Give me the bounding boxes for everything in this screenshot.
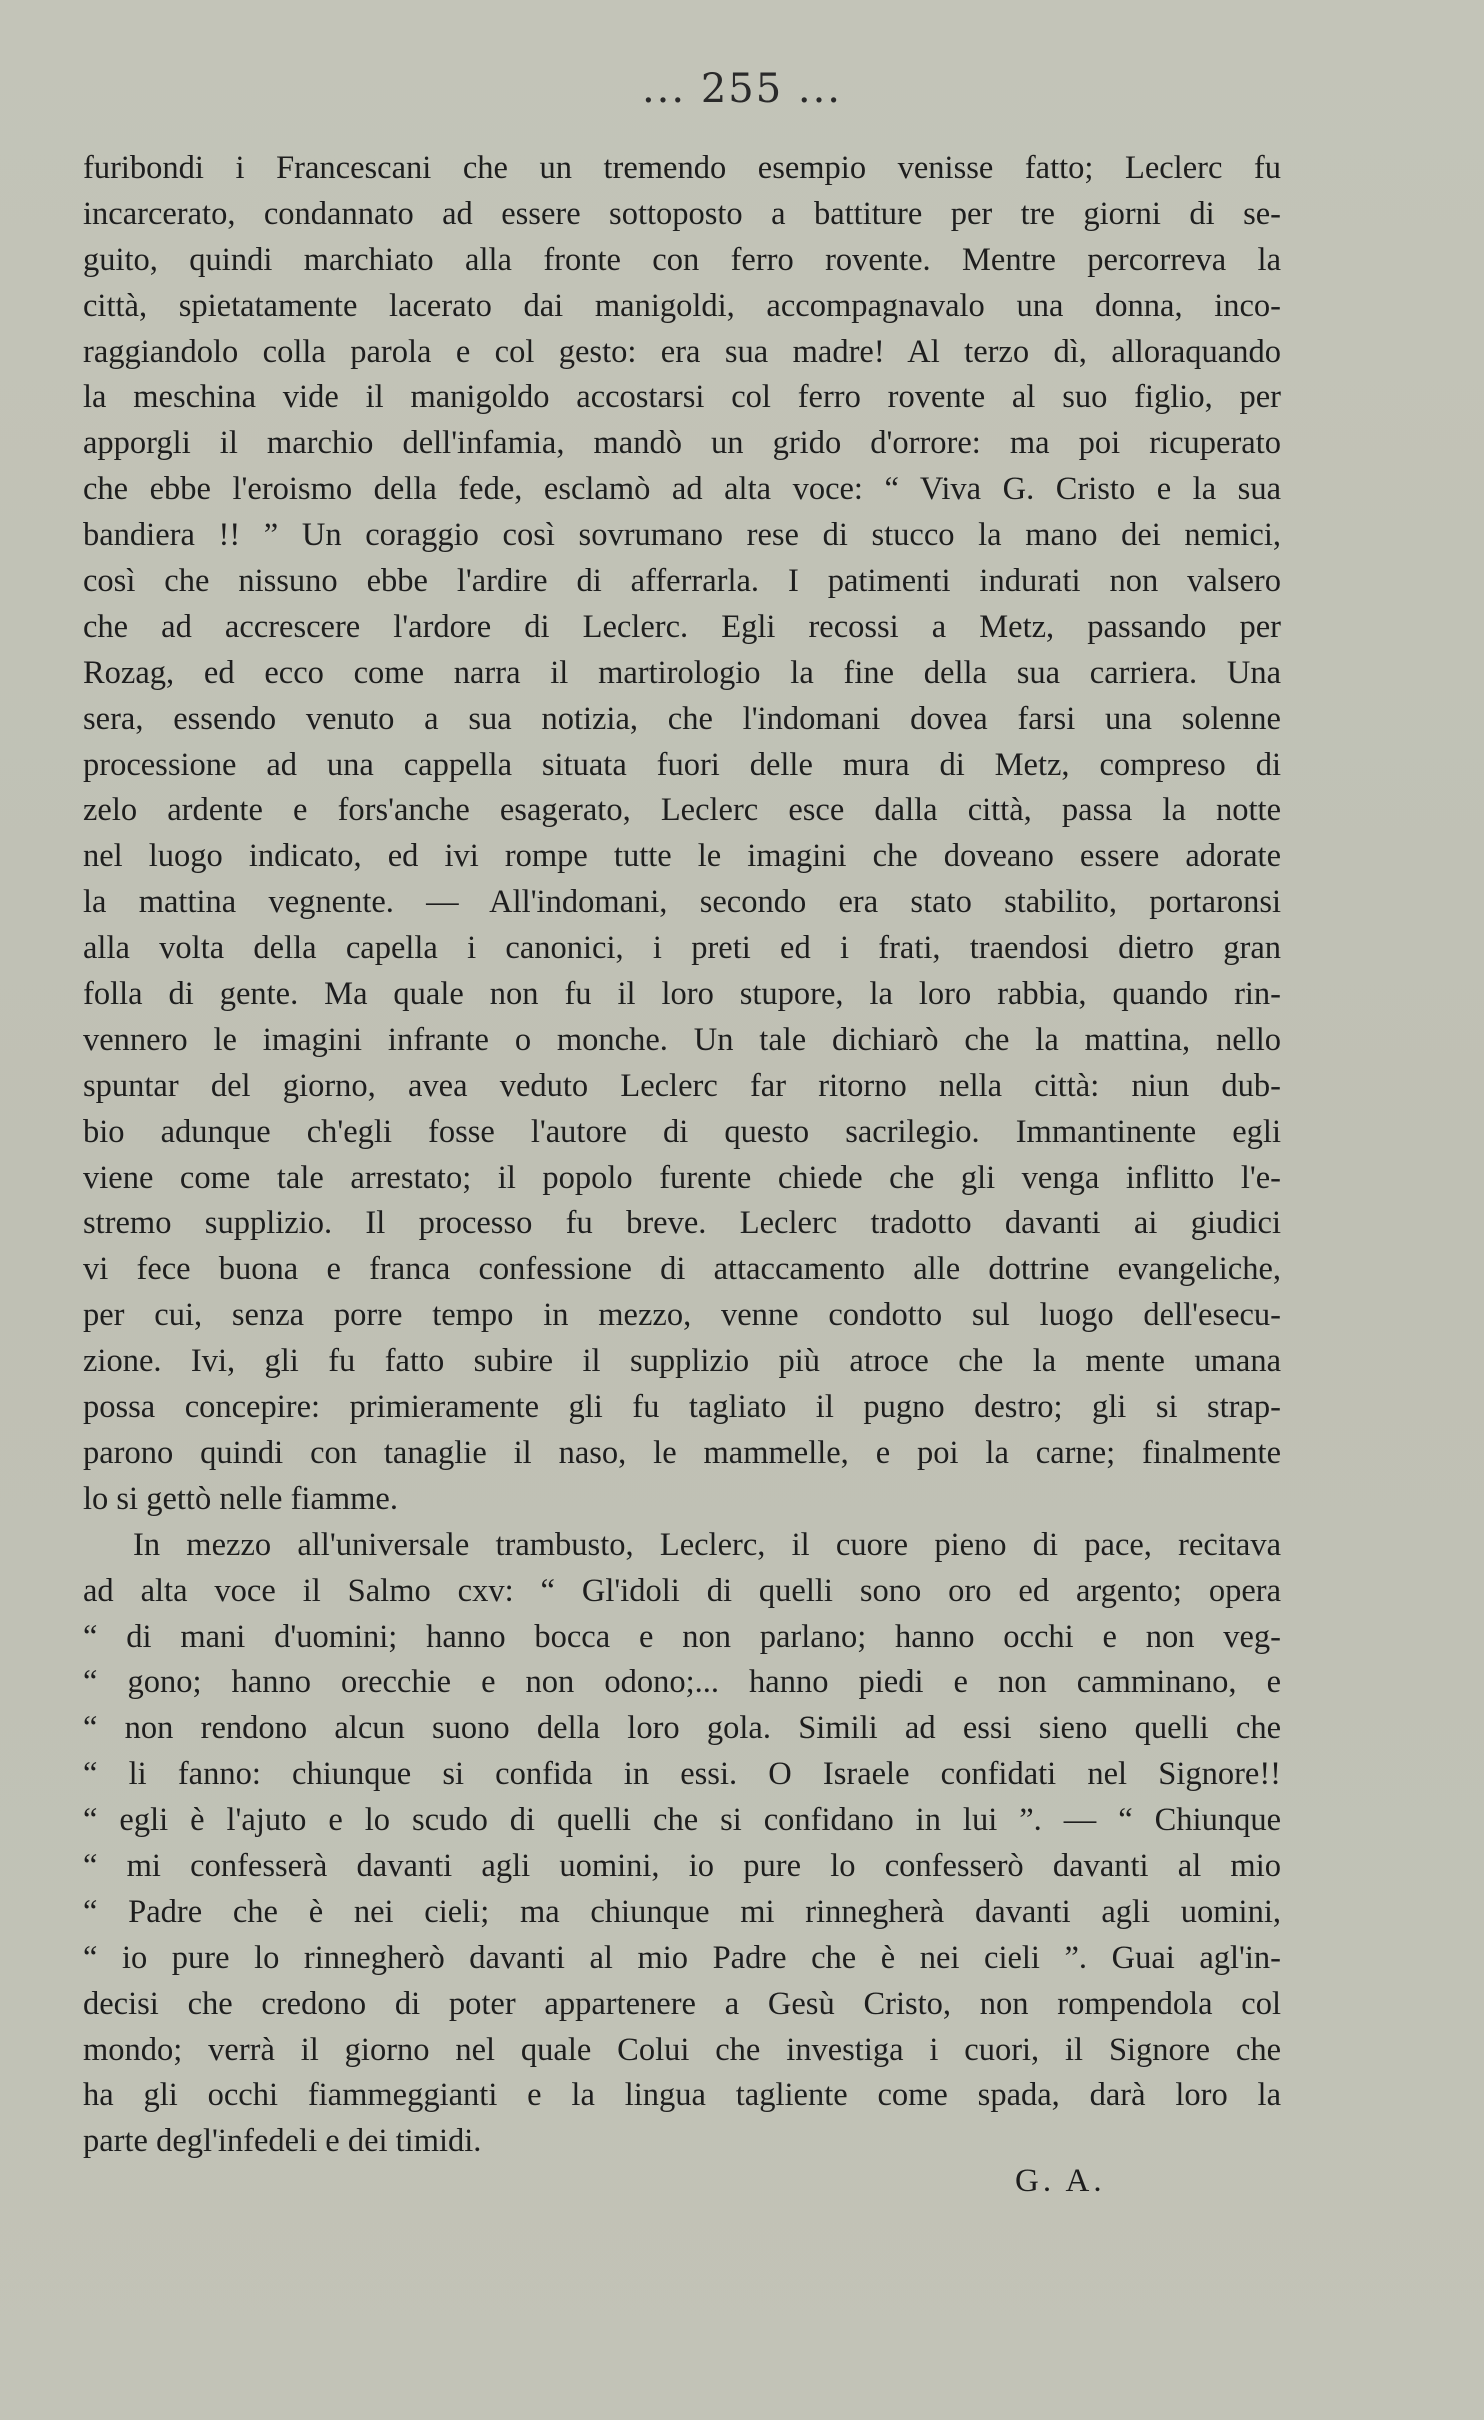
text-line: ad alta voce il Salmo cxv: “ Gl'idoli di quelli sono oro ed argento; opera (83, 1572, 1281, 1609)
text-line: zione. Ivi, gli fu fatto subire il supplizio più atroce che la mente umana (83, 1343, 1281, 1380)
text-line: che ebbe l'eroismo della fede, esclamò ad alta voce: “ Viva G. Cristo e la sua (83, 471, 1281, 508)
text-line: bio adunque ch'egli fosse l'autore di questo sacrilegio. Immantinente egli (83, 1113, 1281, 1150)
text-line: viene come tale arrestato; il popolo furente chiede che gli venga inflitto l'e- (83, 1159, 1281, 1196)
text-line: la meschina vide il manigoldo accostarsi col ferro rovente al suo figlio, per (83, 379, 1281, 416)
text-line: sera, essendo venuto a sua notizia, che l'indomani dovea farsi una solenne (83, 700, 1281, 737)
text-line: stremo supplizio. Il processo fu breve. Leclerc tradotto davanti ai giudici (83, 1205, 1281, 1242)
text-line: zelo ardente e fors'anche esagerato, Leclerc esce dalla città, passa la notte (83, 792, 1281, 829)
text-line: “ gono; hanno orecchie e non odono;... hanno piedi e non camminano, e (83, 1664, 1281, 1701)
text-line: alla volta della capella i canonici, i preti ed i frati, traendosi dietro gran (83, 930, 1281, 967)
text-line: che ad accrescere l'ardore di Leclerc. Egli recossi a Metz, passando per (83, 608, 1281, 645)
text-line: città, spietatamente lacerato dai manigoldi, accompagnavalo una donna, inco- (83, 287, 1281, 324)
text-line: processione ad una cappella situata fuori delle mura di Metz, compreso di (83, 746, 1281, 783)
text-line: guito, quindi marchiato alla fronte con ferro rovente. Mentre percorreva la (83, 241, 1281, 278)
text-line: ha gli occhi fiammeggianti e la lingua tagliente come spada, darà loro la (83, 2077, 1281, 2114)
text-line: la mattina vegnente. — All'indomani, secondo era stato stabilito, portaronsi (83, 884, 1281, 921)
text-line: possa concepire: primieramente gli fu tagliato il pugno destro; gli si strap- (83, 1389, 1281, 1426)
text-line: nel luogo indicato, ed ivi rompe tutte le imagini che doveano essere adorate (83, 838, 1281, 875)
text-line: “ mi confesserà davanti agli uomini, io pure lo confesserò davanti al mio (83, 1847, 1281, 1884)
text-line: decisi che credono di poter appartenere a Gesù Cristo, non rompendola col (83, 1985, 1281, 2022)
text-line: “ li fanno: chiunque si confida in essi. O Israele confidati nel Signore!! (83, 1756, 1281, 1793)
text-line: apporgli il marchio dell'infamia, mandò un grido d'orrore: ma poi ricuperato (83, 425, 1281, 462)
text-line: furibondi i Francescani che un tremendo esempio venisse fatto; Leclerc fu (83, 150, 1281, 186)
text-line: parte degl'infedeli e dei timidi. (83, 2123, 482, 2160)
text-line: “ egli è l'ajuto e lo scudo di quelli che si confidano in lui ”. — “ Chiunque (83, 1802, 1281, 1839)
text-line: così che nissuno ebbe l'ardire di afferrarla. I patimenti indurati non valsero (83, 563, 1281, 600)
text-line: In mezzo all'universale trambusto, Leclerc, il cuore pieno di pace, recitava (133, 1526, 1281, 1563)
text-line: vi fece buona e franca confessione di attaccamento alle dottrine evangeliche, (83, 1251, 1281, 1288)
text-line: “ io pure lo rinnegherò davanti al mio Padre che è nei cieli ”. Guai agl'in- (83, 1939, 1281, 1976)
text-line: “ non rendono alcun suono della loro gola. Simili ad essi sieno quelli che (83, 1710, 1281, 1747)
text-line: folla di gente. Ma quale non fu il loro stupore, la loro rabbia, quando rin- (83, 976, 1281, 1013)
text-line: lo si gettò nelle fiamme. (83, 1480, 398, 1517)
text-line: incarcerato, condannato ad essere sottoposto a battiture per tre giorni di se- (83, 195, 1281, 232)
text-line: mondo; verrà il giorno nel quale Colui che investiga i cuori, il Signore che (83, 2031, 1281, 2068)
text-line: “ di mani d'uomini; hanno bocca e non parlano; hanno occhi e non veg- (83, 1618, 1281, 1655)
text-line: spuntar del giorno, avea veduto Leclerc far ritorno nella città: niun dub- (83, 1067, 1281, 1104)
page-number: ... 255 ... (641, 66, 843, 112)
text-line: “ Padre che è nei cieli; ma chiunque mi rinnegherà davanti agli uomini, (83, 1893, 1281, 1930)
text-line: parono quindi con tanaglie il naso, le mammelle, e poi la carne; finalmente (83, 1434, 1281, 1471)
text-line: vennero le imagini infrante o monche. Un tale dichiarò che la mattina, nello (83, 1021, 1281, 1058)
text-line: bandiera !! ” Un coraggio così sovrumano rese di stucco la mano dei nemici, (83, 517, 1281, 554)
author-signature: G. A. (1015, 2163, 1106, 2199)
text-line: Rozag, ed ecco come narra il martirologio la fine della sua carriera. Una (83, 654, 1281, 691)
text-line: per cui, senza porre tempo in mezzo, venne condotto sul luogo dell'esecu- (83, 1297, 1281, 1334)
body-text (83, 146, 1281, 2165)
text-line: raggiandolo colla parola e col gesto: era sua madre! Al terzo dì, alloraquando (83, 333, 1281, 370)
